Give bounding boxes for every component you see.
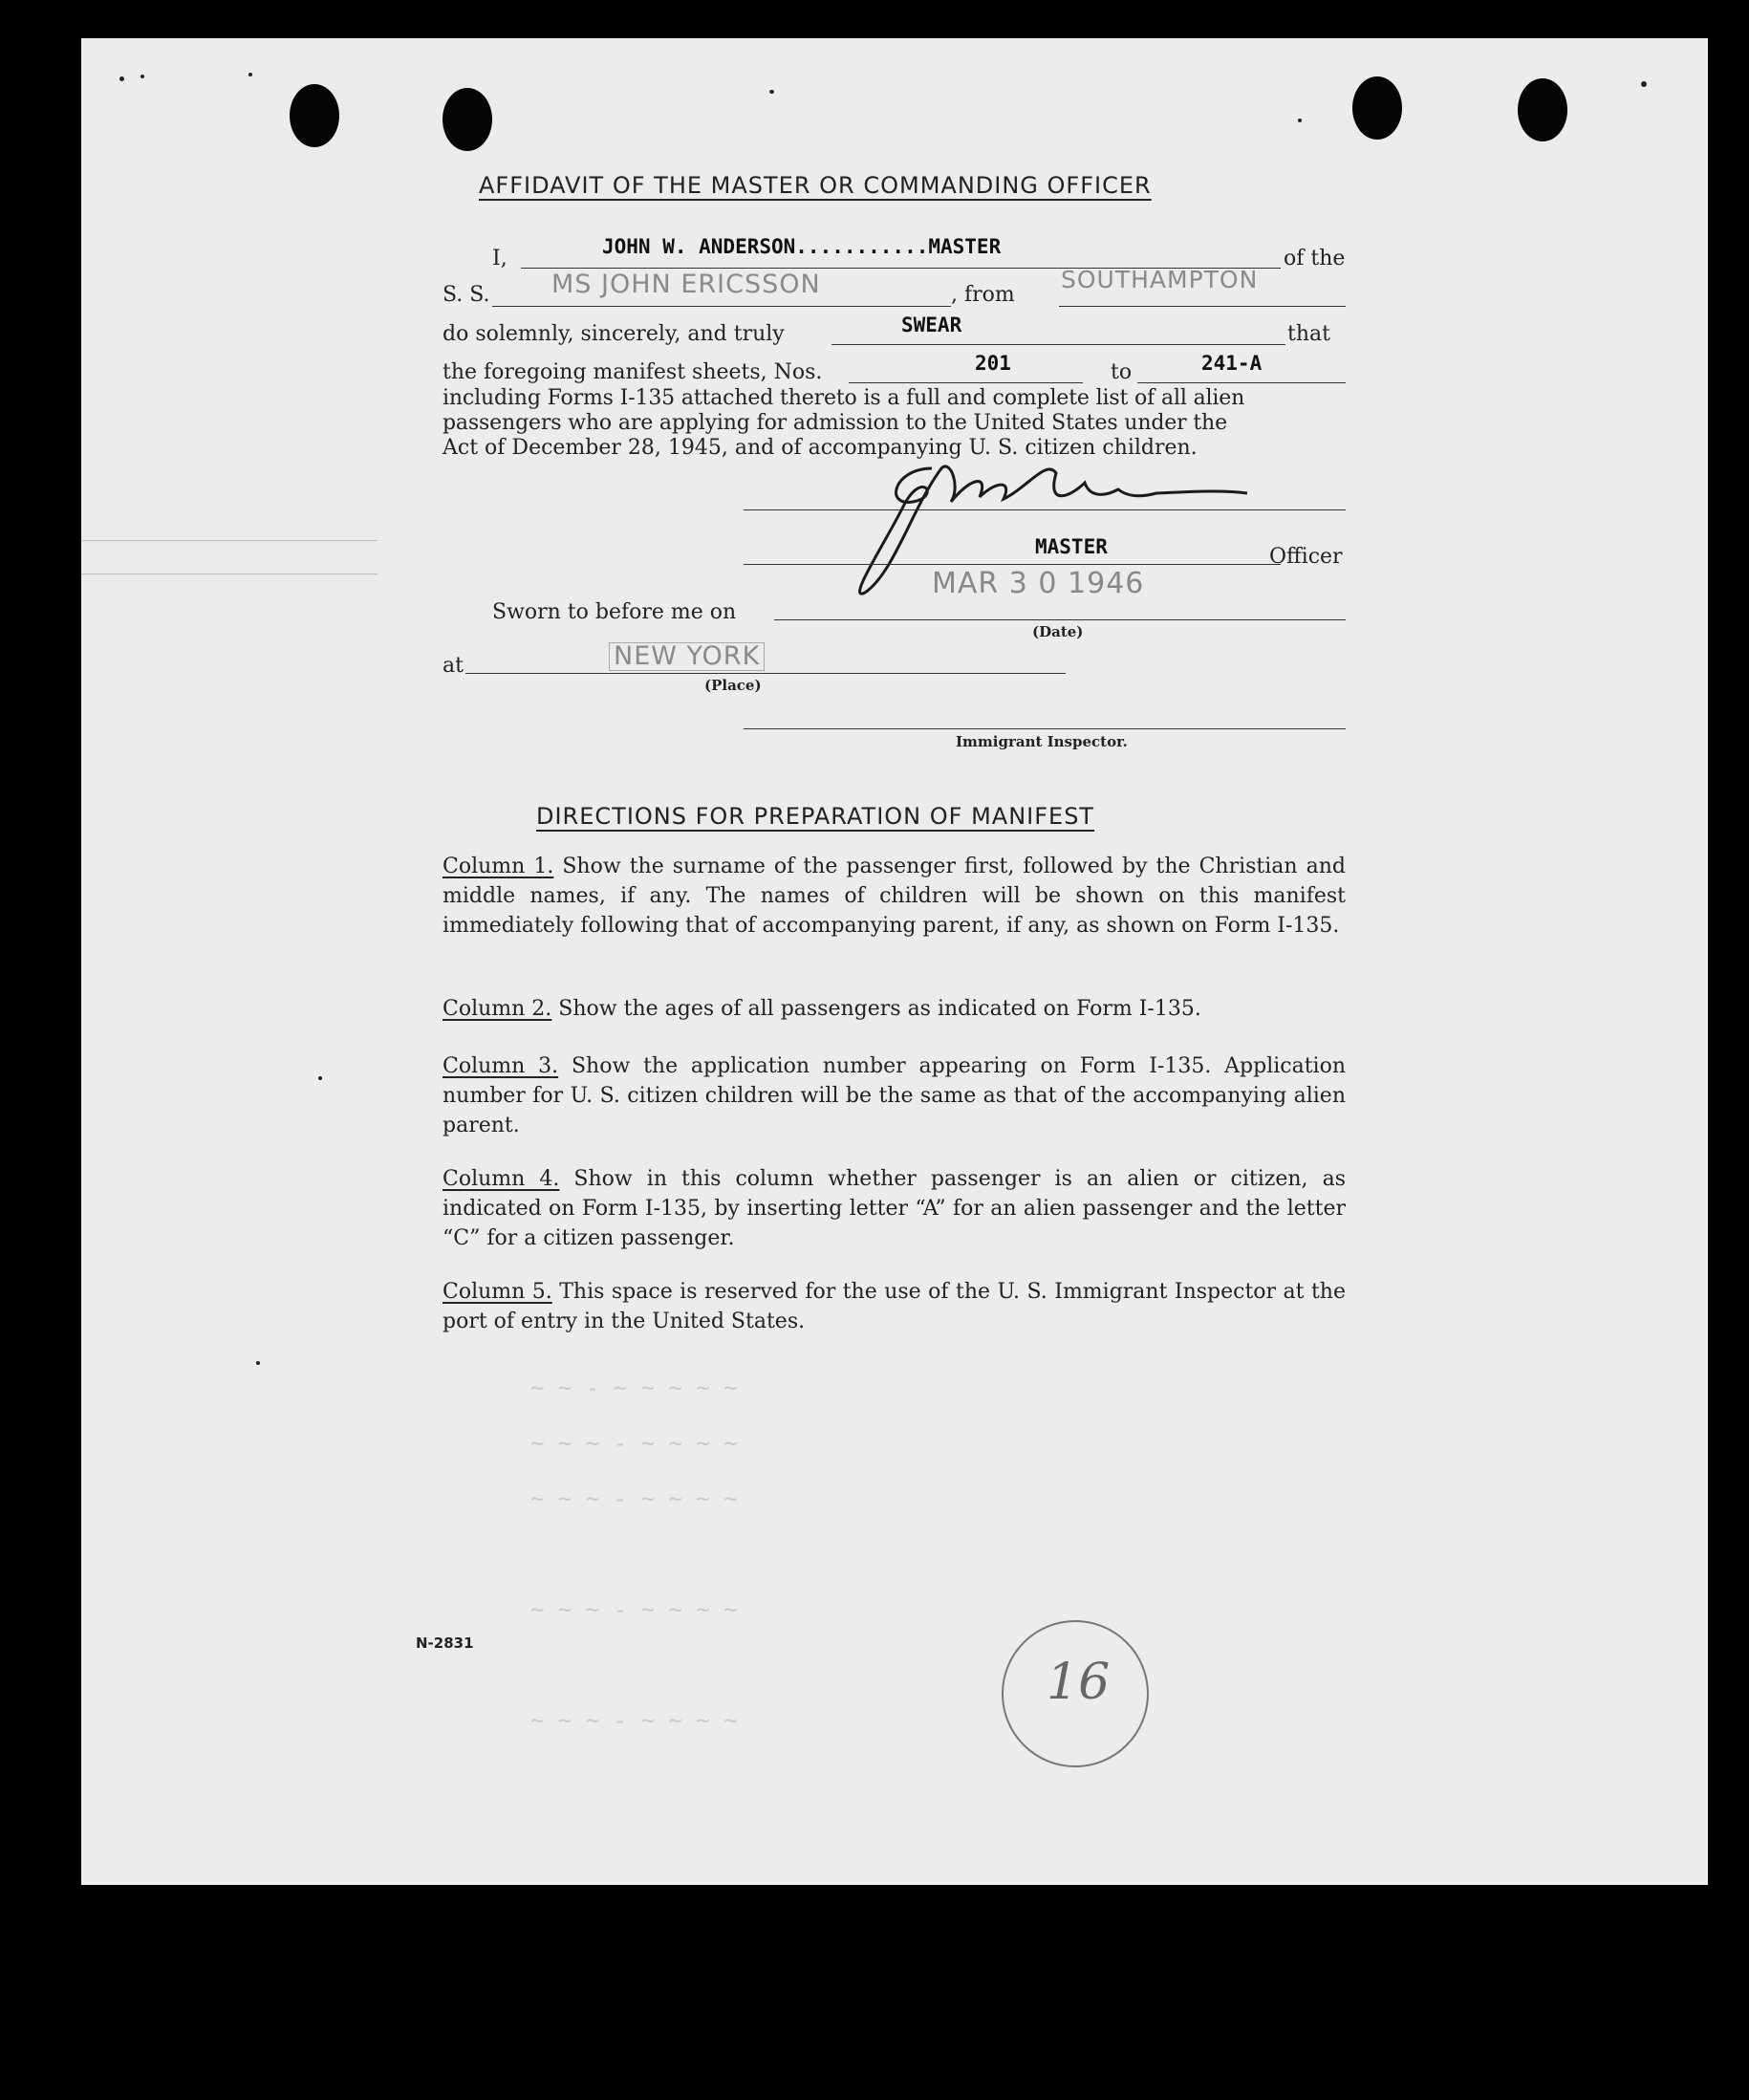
sheet-to-line: [1137, 382, 1346, 383]
direction-column-2: [443, 994, 1346, 1024]
sheet-to: 241-A: [1201, 352, 1263, 375]
speck: [1641, 81, 1647, 87]
direction-column-3: [443, 1051, 1346, 1140]
direction-column-4: [443, 1164, 1346, 1253]
column-text: This space is reserved for the use of the U. S. Immigrant Inspector at the port of entry in the United States.: [443, 1280, 1346, 1333]
column-head: Column 3.: [443, 1054, 559, 1078]
speck: [769, 90, 774, 94]
direction-column-5: [443, 1277, 1346, 1336]
speck: [140, 75, 144, 78]
inspector-line: [744, 728, 1346, 729]
directions-title: DIRECTIONS FOR PREPARATION OF MANIFEST: [536, 803, 1095, 830]
bleed-through-text: ~ ~ ~ - ~ ~ ~ ~: [530, 1485, 738, 1512]
to-label: to: [1111, 360, 1133, 384]
officer-rank: MASTER: [1035, 535, 1108, 558]
ship-name-stamp: MS JOHN ERICSSON: [551, 270, 821, 299]
officer-label: Officer: [1269, 545, 1343, 569]
speck: [318, 1076, 322, 1080]
speck: [119, 76, 124, 81]
affidavit-text-line3: Act of December 28, 1945, and of accompanying U. S. citizen children.: [443, 436, 1198, 460]
affidavit-text-line1: including Forms I-135 attached thereto is a full and complete list of all alien: [443, 386, 1245, 410]
punch-hole: [1518, 78, 1567, 141]
ship-line: [492, 306, 951, 307]
place-stamp: NEW YORK: [609, 642, 765, 671]
column-text: Show the application number appearing on Form I-135. Application number for U. S. citizen children will be the same as that of the accompanying alien parent.: [443, 1054, 1347, 1137]
column-text: Show the surname of the passenger first, followed by the Christian and middle names, if any. The names of children will be shown on this manifest immediately following that of accompanying parent, if any, as shown on Form I-135.: [443, 855, 1346, 938]
place-line: [465, 673, 1066, 674]
date-stamp: MAR 3 0 1946: [932, 567, 1145, 600]
sworn-label: Sworn to before me on: [492, 600, 737, 624]
column-head: Column 2.: [443, 997, 552, 1021]
punch-hole: [443, 88, 492, 151]
date-caption: (Date): [1032, 623, 1084, 640]
sheet-from: 201: [975, 352, 1011, 375]
affidavit-text-line2: passengers who are applying for admission to the United States under the: [443, 411, 1227, 435]
that-label: that: [1287, 322, 1330, 346]
column-head: Column 1.: [443, 855, 554, 878]
sheet-from-line: [849, 382, 1083, 383]
direction-column-1: [443, 852, 1346, 941]
affidavit-title: AFFIDAVIT OF THE MASTER OR COMMANDING OFFICER: [479, 172, 1152, 199]
date-line: [774, 619, 1346, 620]
inspector-caption: Immigrant Inspector.: [956, 733, 1128, 750]
at-label: at: [443, 654, 464, 678]
column-head: Column 5.: [443, 1280, 552, 1304]
bleed-through-text: ~ ~ ~ - ~ ~ ~ ~: [530, 1707, 738, 1734]
punch-hole: [1352, 76, 1402, 140]
ss-label: S. S.: [443, 283, 490, 307]
bleed-through-text: ~ ~ - ~ ~ ~ ~ ~: [530, 1375, 738, 1401]
officer-line: [744, 564, 1281, 565]
circle-mark-number: 16: [1047, 1654, 1111, 1711]
speck: [256, 1361, 260, 1365]
form-number: N-2831: [416, 1635, 474, 1652]
bleed-through-rule: [81, 540, 378, 541]
i-label: I,: [492, 247, 507, 271]
of-the-label: of the: [1284, 247, 1346, 271]
master-name: JOHN W. ANDERSON...........MASTER: [602, 235, 1002, 258]
oath-word: SWEAR: [901, 314, 962, 336]
oath-line: [831, 344, 1285, 345]
oath-prefix: do solemnly, sincerely, and truly: [443, 322, 785, 346]
from-label: , from: [951, 283, 1015, 307]
port-stamp: SOUTHAMPTON: [1061, 266, 1259, 293]
column-text: Show the ages of all passengers as indicated on Form I-135.: [558, 997, 1201, 1021]
bleed-through-text: ~ ~ ~ - ~ ~ ~ ~: [530, 1430, 738, 1457]
speck: [248, 73, 252, 76]
sheets-prefix: the foregoing manifest sheets, Nos.: [443, 360, 823, 384]
bleed-through-text: ~ ~ ~ - ~ ~ ~ ~: [530, 1596, 738, 1623]
speck: [1298, 119, 1302, 122]
column-text: Show in this column whether passenger is an alien or citizen, as indicated on Form I-135, by inserting letter “A” for an alien passenger and the letter “C” for a citizen passenger.: [443, 1167, 1346, 1250]
punch-hole: [290, 84, 339, 147]
from-line: [1059, 306, 1346, 307]
column-head: Column 4.: [443, 1167, 560, 1191]
document-page: [81, 38, 1708, 1885]
place-caption: (Place): [704, 677, 762, 694]
